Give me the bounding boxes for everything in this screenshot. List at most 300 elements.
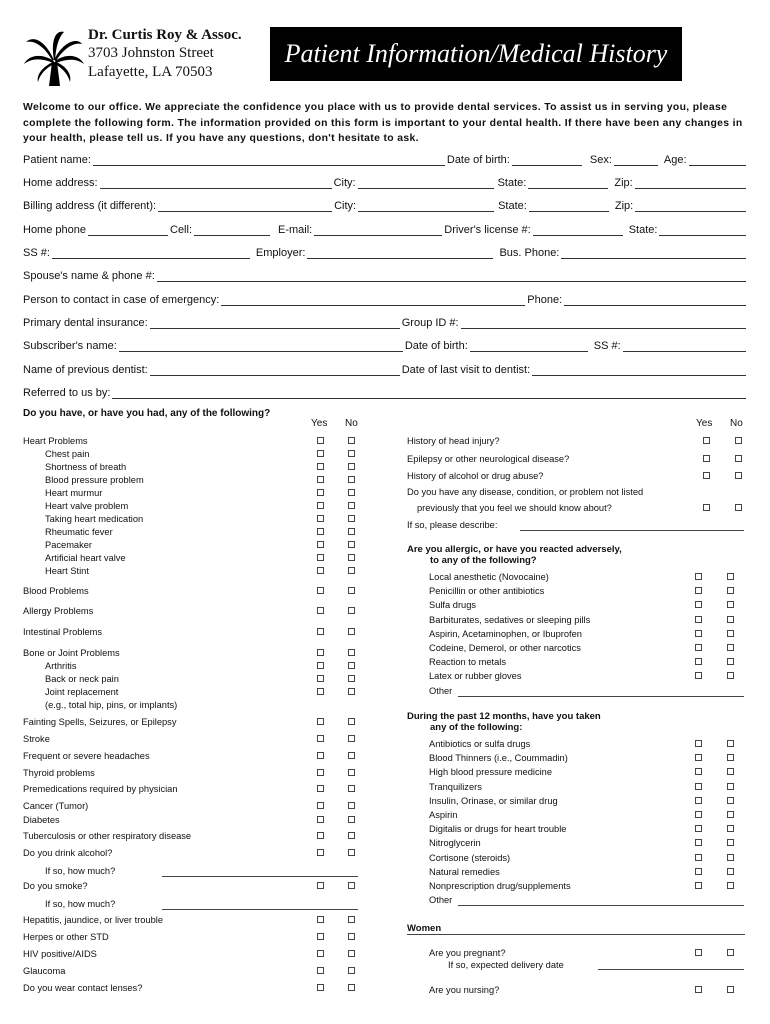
history-left-16: Back or neck pain: [45, 674, 119, 684]
med-6: Digitalis or drugs for heart trouble: [429, 824, 567, 835]
med-7-yes-checkbox[interactable]: [695, 839, 702, 846]
women-heading: Women: [407, 923, 442, 934]
history-left-16-row: [45, 674, 317, 685]
history-left-13: Intestinal Problems: [23, 627, 103, 637]
input-last-visit[interactable]: [532, 366, 746, 376]
allergy-4-yes-checkbox[interactable]: [695, 630, 702, 637]
history-left-34: Glaucoma: [23, 966, 66, 976]
history-left-4-yes-checkbox[interactable]: [317, 489, 324, 496]
allergy-3-no-checkbox[interactable]: [727, 616, 734, 623]
history-left-1-no-checkbox[interactable]: [348, 450, 355, 457]
input-billing-state[interactable]: [529, 202, 609, 212]
history-left-17: Joint replacement: [45, 687, 119, 697]
label-sex: Sex:: [589, 154, 612, 166]
form-title: Patient Information/Medical History: [270, 27, 682, 81]
med-other-input[interactable]: [458, 905, 744, 906]
allergy-6-yes-checkbox[interactable]: [695, 658, 702, 665]
history-left-21: Frequent or severe headaches: [23, 751, 150, 761]
history-left-4-row: [45, 488, 317, 499]
history-left-5: Heart valve problem: [45, 501, 129, 511]
history-left-26-row: [23, 831, 317, 842]
practice-address-1: 3703 Johnston Street: [88, 45, 214, 61]
input-age[interactable]: [689, 156, 746, 166]
history-left-32-yes-checkbox[interactable]: [317, 933, 324, 940]
history-right-1-row: [407, 454, 703, 465]
history-left-34-no-checkbox[interactable]: [348, 967, 355, 974]
history-left-32: Herpes or other STD: [23, 932, 109, 942]
med-10-no-checkbox[interactable]: [727, 882, 734, 889]
history-left-35-row: [23, 983, 317, 994]
history-left-8-yes-checkbox[interactable]: [317, 541, 324, 548]
history-left-22: Thyroid problems: [23, 768, 95, 778]
label-cell: Cell:: [170, 224, 193, 236]
med-6-yes-checkbox[interactable]: [695, 825, 702, 832]
history-left-28: If so, how much?: [45, 866, 116, 876]
history-left-34-row: [23, 966, 317, 977]
med-0-no-checkbox[interactable]: [727, 740, 734, 747]
allergy-4-no-checkbox[interactable]: [727, 630, 734, 637]
history-left-21-yes-checkbox[interactable]: [317, 752, 324, 759]
right-yes-header: Yes: [696, 418, 713, 429]
label-employer: Employer:: [255, 247, 306, 259]
label-emergency-phone: Phone:: [527, 294, 563, 306]
history-left-1-yes-checkbox[interactable]: [317, 450, 324, 457]
due-date-label: If so, expected delivery date: [448, 960, 564, 970]
history-right-1: Epilepsy or other neurological disease?: [407, 454, 570, 464]
history-left-30-input[interactable]: [162, 909, 358, 910]
input-subscriber-ss[interactable]: [623, 342, 746, 352]
label-bus-phone: Bus. Phone:: [499, 247, 560, 259]
row-phones: [23, 224, 748, 237]
input-billing-zip[interactable]: [635, 202, 746, 212]
nursing-question: Are you nursing?: [429, 985, 500, 995]
allergy-3: Barbiturates, sedatives or sleeping pills: [429, 614, 591, 625]
med-7-no-checkbox[interactable]: [727, 839, 734, 846]
history-left-17-no-checkbox[interactable]: [348, 688, 355, 695]
row-subscriber: [23, 340, 748, 353]
history-left-4-no-checkbox[interactable]: [348, 489, 355, 496]
palm-tree-logo: [24, 30, 84, 86]
allergy-1-no-checkbox[interactable]: [727, 587, 734, 594]
label-last-visit: Date of last visit to dentist:: [401, 364, 531, 376]
history-left-10-row: [45, 566, 317, 577]
history-left-29: Do you smoke?: [23, 881, 88, 891]
allergy-0: Local anesthetic (Novocaine): [429, 572, 549, 582]
input-spouse[interactable]: [157, 272, 746, 282]
med-10: Nonprescription drug/supplements: [429, 881, 571, 891]
intro-text: Welcome to our office. We appreciate the confidence you place with us to provide dental services. To assist us in serving you, please complete the following form. The information provided on this form is important to your dental health. If there have been any changes in your health, please tell us. If you have any questions, don't hesitate to ask.: [23, 102, 743, 144]
med-1-no-checkbox[interactable]: [727, 754, 734, 761]
history-left-6: Taking heart medication: [45, 514, 144, 524]
history-left-19-yes-checkbox[interactable]: [317, 718, 324, 725]
history-left-7: Rheumatic fever: [45, 527, 113, 537]
row-home-address: [23, 177, 748, 190]
row-referred: [23, 387, 748, 400]
history-left-19-no-checkbox[interactable]: [348, 718, 355, 725]
med-7: Nitroglycerin: [429, 838, 481, 849]
history-left-22-no-checkbox[interactable]: [348, 769, 355, 776]
history-left-29-no-checkbox[interactable]: [348, 882, 355, 889]
label-spouse: Spouse's name & phone #:: [23, 270, 155, 282]
input-bus-phone[interactable]: [561, 249, 746, 259]
history-right-4-yes-checkbox[interactable]: [703, 504, 710, 511]
history-left-24: Cancer (Tumor): [23, 801, 89, 811]
history-left-24-row: [23, 801, 317, 812]
history-left-23-yes-checkbox[interactable]: [317, 785, 324, 792]
history-left-2-no-checkbox[interactable]: [348, 463, 355, 470]
history-left-25-no-checkbox[interactable]: [348, 816, 355, 823]
history-left-6-yes-checkbox[interactable]: [317, 515, 324, 522]
history-left-19-row: [23, 717, 317, 728]
med-3-no-checkbox[interactable]: [727, 783, 734, 790]
label-billing-address: Billing address (it different):: [23, 200, 157, 212]
history-left-22-row: [23, 768, 317, 779]
history-left-0-no-checkbox[interactable]: [348, 437, 355, 444]
row-spouse: [23, 270, 748, 283]
history-left-2-row: [45, 462, 317, 473]
history-right-2-yes-checkbox[interactable]: [703, 472, 710, 479]
left-yes-header: Yes: [311, 418, 328, 429]
allergy-2-no-checkbox[interactable]: [727, 601, 734, 608]
history-left-23: Premedications required by physician: [23, 784, 178, 794]
history-left-9-no-checkbox[interactable]: [348, 554, 355, 561]
row-billing-address: [23, 200, 748, 213]
label-subscriber-ss: SS #:: [593, 340, 621, 352]
history-left-0-yes-checkbox[interactable]: [317, 437, 324, 444]
pregnant-no-checkbox[interactable]: [727, 949, 734, 956]
nursing-no-checkbox[interactable]: [727, 986, 734, 993]
allergy-5-no-checkbox[interactable]: [727, 644, 734, 651]
label-email: E-mail:: [278, 224, 313, 236]
history-left-12-no-checkbox[interactable]: [348, 607, 355, 614]
history-left-26-no-checkbox[interactable]: [348, 832, 355, 839]
med-2: High blood pressure medicine: [429, 767, 552, 778]
history-left-18: (e.g., total hip, pins, or implants): [45, 700, 178, 710]
allergy-8: Other: [429, 685, 453, 696]
label-home-address: Home address:: [23, 177, 98, 189]
history-left-10-no-checkbox[interactable]: [348, 567, 355, 574]
history-left-27-no-checkbox[interactable]: [348, 849, 355, 856]
history-left-7-no-checkbox[interactable]: [348, 528, 355, 535]
history-left-20: Stroke: [23, 734, 50, 744]
med-0: Antibiotics or sulfa drugs: [429, 739, 531, 749]
label-ss: SS #:: [23, 247, 50, 259]
label-group-id: Group ID #:: [401, 317, 459, 329]
history-left-12: Allergy Problems: [23, 606, 94, 616]
history-left-6-no-checkbox[interactable]: [348, 515, 355, 522]
history-left-11-row: [23, 586, 317, 597]
dot-leader: [23, 974, 317, 975]
allergy-6: Reaction to metals: [429, 657, 506, 668]
history-left-6-row: [45, 514, 317, 525]
label-subscriber-dob: Date of birth:: [404, 340, 468, 352]
input-dl-state[interactable]: [659, 226, 746, 236]
label-billing-zip: Zip:: [614, 200, 634, 212]
input-referred[interactable]: [112, 389, 746, 399]
history-left-7-row: [45, 527, 317, 538]
label-zip: Zip:: [614, 177, 633, 189]
history-right-4: previously that you feel we should know about?: [417, 503, 612, 513]
history-left-23-no-checkbox[interactable]: [348, 785, 355, 792]
med-8: Cortisone (steroids): [429, 852, 511, 863]
med-4-no-checkbox[interactable]: [727, 797, 734, 804]
history-left-31-no-checkbox[interactable]: [348, 916, 355, 923]
allergy-0-yes-checkbox[interactable]: [695, 573, 702, 580]
input-subscriber[interactable]: [119, 342, 403, 352]
label-state: State:: [497, 177, 527, 189]
allergy-3-yes-checkbox[interactable]: [695, 616, 702, 623]
label-city: City:: [333, 177, 356, 189]
row-insurance: [23, 317, 748, 330]
history-left-9: Artificial heart valve: [45, 553, 126, 563]
history-left-2-yes-checkbox[interactable]: [317, 463, 324, 470]
history-left-16-yes-checkbox[interactable]: [317, 675, 324, 682]
input-home-address[interactable]: [100, 179, 332, 189]
med-3: Tranquilizers: [429, 781, 482, 792]
allergy-1-yes-checkbox[interactable]: [695, 587, 702, 594]
input-ss[interactable]: [52, 249, 250, 259]
history-left-24-yes-checkbox[interactable]: [317, 802, 324, 809]
med-6-no-checkbox[interactable]: [727, 825, 734, 832]
history-left-23-row: [23, 784, 317, 795]
input-home-phone[interactable]: [88, 226, 168, 236]
label-referred: Referred to us by:: [23, 387, 111, 399]
history-left-15: Arthritis: [45, 661, 77, 671]
med-9-no-checkbox[interactable]: [727, 868, 734, 875]
allergy-0-no-checkbox[interactable]: [727, 573, 734, 580]
due-date-input[interactable]: [598, 969, 744, 970]
history-left-13-yes-checkbox[interactable]: [317, 628, 324, 635]
history-left-25-yes-checkbox[interactable]: [317, 816, 324, 823]
history-left-34-yes-checkbox[interactable]: [317, 967, 324, 974]
input-cell[interactable]: [194, 226, 270, 236]
history-left-33-no-checkbox[interactable]: [348, 950, 355, 957]
pregnant-yes-checkbox[interactable]: [695, 949, 702, 956]
history-right-1-yes-checkbox[interactable]: [703, 455, 710, 462]
label-primary-insurance: Primary dental insurance:: [23, 317, 148, 329]
input-primary-insurance[interactable]: [150, 319, 400, 329]
med-5-yes-checkbox[interactable]: [695, 811, 702, 818]
history-left-7-yes-checkbox[interactable]: [317, 528, 324, 535]
history-left-12-row: [23, 606, 317, 617]
input-subscriber-dob[interactable]: [470, 342, 588, 352]
history-left-21-row: [23, 751, 317, 762]
allergy-7-yes-checkbox[interactable]: [695, 672, 702, 679]
med-1-yes-checkbox[interactable]: [695, 754, 702, 761]
input-employer[interactable]: [307, 249, 493, 259]
history-left-33-row: [23, 949, 317, 960]
history-left-17-row: [45, 687, 317, 698]
med-4-yes-checkbox[interactable]: [695, 797, 702, 804]
input-billing-city[interactable]: [358, 202, 494, 212]
history-left-15-row: [45, 661, 317, 672]
med-0-yes-checkbox[interactable]: [695, 740, 702, 747]
history-left-29-row: [23, 881, 317, 892]
history-left-28-input[interactable]: [162, 876, 358, 877]
history-left-35: Do you wear contact lenses?: [23, 983, 143, 993]
med-9-yes-checkbox[interactable]: [695, 868, 702, 875]
history-left-12-yes-checkbox[interactable]: [317, 607, 324, 614]
right-no-header: No: [730, 418, 743, 429]
input-emergency-phone[interactable]: [564, 296, 746, 306]
history-left-17-yes-checkbox[interactable]: [317, 688, 324, 695]
history-left-20-yes-checkbox[interactable]: [317, 735, 324, 742]
history-left-4: Heart murmur: [45, 488, 103, 498]
history-right-0: History of head injury?: [407, 436, 500, 446]
history-left-0-row: [23, 436, 317, 447]
history-left-32-row: [23, 932, 317, 943]
label-dl-state: State:: [628, 224, 658, 236]
history-left-13-row: [23, 627, 317, 638]
history-left-35-yes-checkbox[interactable]: [317, 984, 324, 991]
label-drivers-license: Driver's license #:: [444, 224, 531, 236]
history-right-0-yes-checkbox[interactable]: [703, 437, 710, 444]
input-dob[interactable]: [512, 156, 582, 166]
history-left-3-yes-checkbox[interactable]: [317, 476, 324, 483]
women-divider[interactable]: [407, 934, 745, 935]
dot-leader: [23, 823, 317, 824]
med-8-yes-checkbox[interactable]: [695, 854, 702, 861]
history-left-33-yes-checkbox[interactable]: [317, 950, 324, 957]
history-left-2: Shortness of breath: [45, 462, 127, 472]
history-left-14-row: [23, 648, 317, 659]
history-left-32-no-checkbox[interactable]: [348, 933, 355, 940]
left-no-header: No: [345, 418, 358, 429]
allergy-6-no-checkbox[interactable]: [727, 658, 734, 665]
med-3-yes-checkbox[interactable]: [695, 783, 702, 790]
history-left-5-yes-checkbox[interactable]: [317, 502, 324, 509]
input-city[interactable]: [358, 179, 494, 189]
allergy-question-2: to any of the following?: [430, 555, 537, 566]
allergy-5: Codeine, Demerol, or other narcotics: [429, 643, 581, 653]
med-11: Other: [429, 895, 453, 906]
allergy-other-input[interactable]: [458, 696, 744, 697]
history-left-8-no-checkbox[interactable]: [348, 541, 355, 548]
input-group-id[interactable]: [461, 319, 746, 329]
dot-leader: [45, 669, 317, 670]
history-right-4-no-checkbox[interactable]: [735, 504, 742, 511]
history-left-24-no-checkbox[interactable]: [348, 802, 355, 809]
allergy-2-yes-checkbox[interactable]: [695, 601, 702, 608]
history-right-2-row: [407, 471, 703, 482]
describe-input[interactable]: [520, 530, 744, 531]
med-2-yes-checkbox[interactable]: [695, 768, 702, 775]
history-left-10-yes-checkbox[interactable]: [317, 567, 324, 574]
practice-address-2: Lafayette, LA 70503: [88, 64, 213, 80]
label-age: Age:: [663, 154, 687, 166]
history-left-19: Fainting Spells, Seizures, or Epilepsy: [23, 717, 177, 727]
history-left-11-yes-checkbox[interactable]: [317, 587, 324, 594]
dot-leader: [23, 742, 317, 743]
history-right-1-no-checkbox[interactable]: [735, 455, 742, 462]
history-left-27: Do you drink alcohol?: [23, 848, 113, 858]
med-8-no-checkbox[interactable]: [727, 854, 734, 861]
history-left-14-no-checkbox[interactable]: [348, 649, 355, 656]
row-prev-dentist: [23, 364, 748, 377]
meds-question-2: any of the following:: [430, 722, 523, 733]
label-patient-name: Patient name:: [23, 154, 91, 166]
label-home-phone: Home phone: [23, 224, 86, 236]
history-left-27-yes-checkbox[interactable]: [317, 849, 324, 856]
history-left-14: Bone or Joint Problems: [23, 648, 120, 658]
history-left-3: Blood pressure problem: [45, 475, 144, 485]
history-left-20-no-checkbox[interactable]: [348, 735, 355, 742]
history-left-33: HIV positive/AIDS: [23, 949, 97, 959]
history-left-26-yes-checkbox[interactable]: [317, 832, 324, 839]
history-left-11-no-checkbox[interactable]: [348, 587, 355, 594]
history-left-26: Tuberculosis or other respiratory disease: [23, 831, 192, 841]
history-left-35-no-checkbox[interactable]: [348, 984, 355, 991]
history-left-9-row: [45, 553, 317, 564]
history-left-31: Hepatitis, jaundice, or liver trouble: [23, 915, 164, 925]
med-4: Insulin, Orinase, or similar drug: [429, 795, 558, 806]
history-right-3: Do you have any disease, condition, or problem not listed: [407, 487, 644, 497]
allergy-question: Are you allergic, or have you reacted adversely,: [407, 544, 622, 555]
med-2-no-checkbox[interactable]: [727, 768, 734, 775]
med-10-yes-checkbox[interactable]: [695, 882, 702, 889]
history-left-3-no-checkbox[interactable]: [348, 476, 355, 483]
row-ss-employer: [23, 247, 748, 260]
history-left-25-row: [23, 815, 317, 826]
allergy-7-no-checkbox[interactable]: [727, 672, 734, 679]
history-left-16-no-checkbox[interactable]: [348, 675, 355, 682]
history-right-0-no-checkbox[interactable]: [735, 437, 742, 444]
history-left-9-yes-checkbox[interactable]: [317, 554, 324, 561]
history-left-13-no-checkbox[interactable]: [348, 628, 355, 635]
label-billing-state: State:: [498, 200, 527, 212]
input-patient-name[interactable]: [93, 156, 445, 166]
input-state[interactable]: [528, 179, 608, 189]
meds-question: During the past 12 months, have you taken: [407, 711, 601, 722]
history-left-22-yes-checkbox[interactable]: [317, 769, 324, 776]
allergy-5-yes-checkbox[interactable]: [695, 644, 702, 651]
label-billing-city: City:: [334, 200, 357, 212]
history-right-4-row: [417, 503, 703, 514]
nursing-yes-checkbox[interactable]: [695, 986, 702, 993]
history-left-1: Chest pain: [45, 449, 90, 459]
history-left-8: Pacemaker: [45, 540, 93, 550]
history-left-5-row: [45, 501, 317, 512]
input-prev-dentist[interactable]: [150, 366, 400, 376]
allergy-2: Sulfa drugs: [429, 600, 477, 611]
history-left-15-no-checkbox[interactable]: [348, 662, 355, 669]
row-emergency: [23, 294, 748, 307]
history-left-14-yes-checkbox[interactable]: [317, 649, 324, 656]
input-billing-address[interactable]: [158, 202, 332, 212]
history-left-29-yes-checkbox[interactable]: [317, 882, 324, 889]
history-left-3-row: [45, 475, 317, 486]
label-subscriber: Subscriber's name:: [23, 340, 117, 352]
pregnant-question: Are you pregnant?: [429, 948, 506, 958]
history-left-31-yes-checkbox[interactable]: [317, 916, 324, 923]
input-drivers-license[interactable]: [533, 226, 623, 236]
input-sex[interactable]: [614, 156, 658, 166]
input-email[interactable]: [314, 226, 442, 236]
history-left-0: Heart Problems: [23, 436, 88, 446]
history-left-5-no-checkbox[interactable]: [348, 502, 355, 509]
med-5-no-checkbox[interactable]: [727, 811, 734, 818]
history-left-21-no-checkbox[interactable]: [348, 752, 355, 759]
history-left-27-row: [23, 848, 317, 859]
history-right-2: History of alcohol or drug abuse?: [407, 471, 544, 481]
history-right-0-row: [407, 436, 703, 447]
input-emergency[interactable]: [221, 296, 525, 306]
history-right-2-no-checkbox[interactable]: [735, 472, 742, 479]
practice-name: Dr. Curtis Roy & Assoc.: [88, 27, 242, 43]
history-left-15-yes-checkbox[interactable]: [317, 662, 324, 669]
input-zip[interactable]: [635, 179, 746, 189]
history-question: Do you have, or have you had, any of the following?: [23, 408, 271, 419]
